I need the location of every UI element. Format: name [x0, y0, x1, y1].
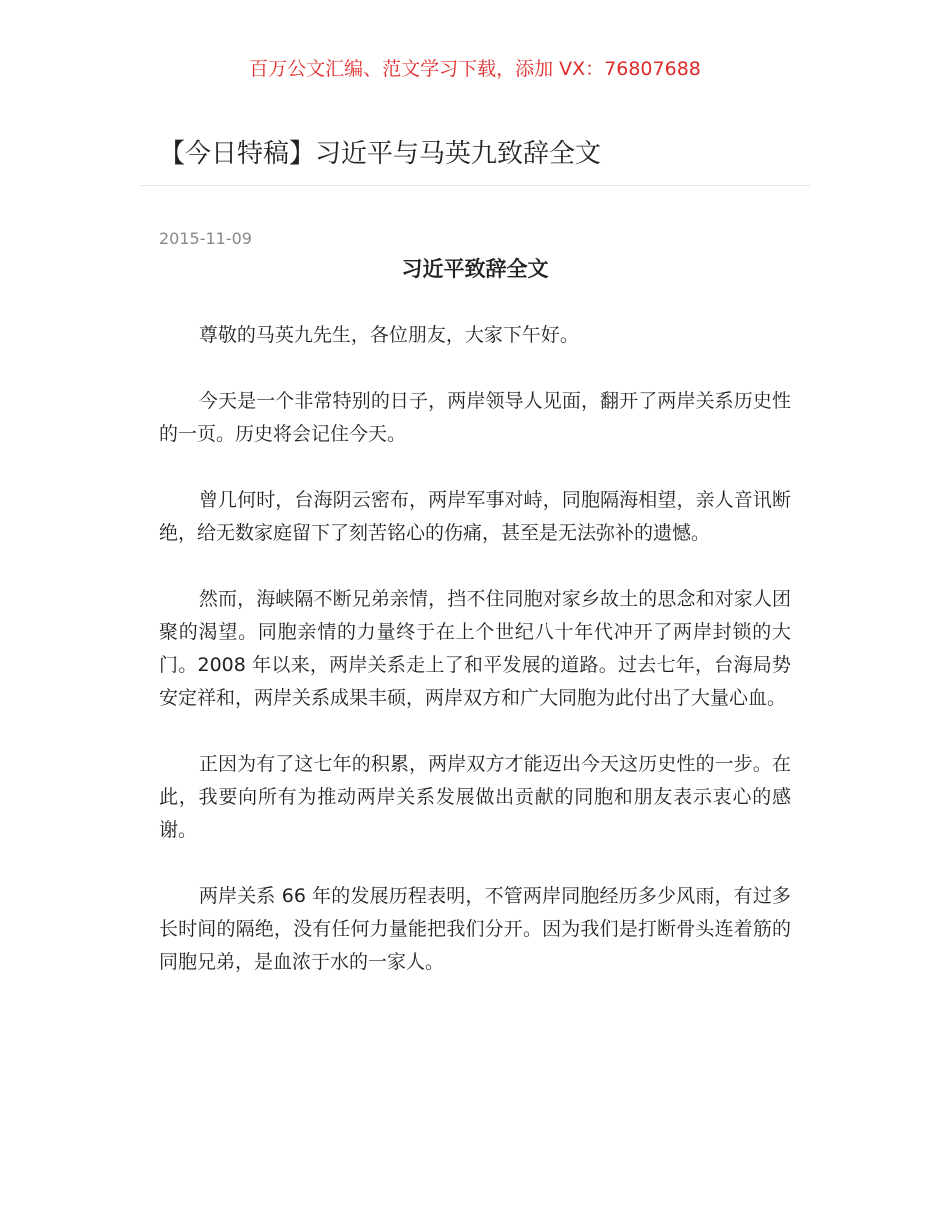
paragraph-1: 尊敬的马英九先生，各位朋友，大家下午好。 — [198, 324, 579, 346]
paragraph-3: 曾几何时，台海阴云密布，两岸军事对峙，同胞隔海相望，亲人音讯断绝，给无数家庭留下了刻苦铭心的伤痛，甚至是无法弥补的遗憾。 — [159, 489, 791, 544]
paragraph-2: 今天是一个非常特别的日子，两岸领导人见面，翻开了两岸关系历史性的一页。历史将会记住今天。 — [159, 390, 791, 445]
page-title: 【今日特稿】习近平与马英九致辞全文 — [159, 139, 602, 169]
article-body — [159, 319, 791, 1012]
section-heading: 习近平致辞全文 — [401, 257, 549, 281]
publish-date: 2015-11-09 — [159, 229, 252, 248]
title-divider — [140, 185, 810, 186]
paragraph-4: 然而，海峡隔不断兄弟亲情，挡不住同胞对家乡故土的思念和对家人团聚的渴望。同胞亲情的力量终于在上个世纪八十年代冲开了两岸封锁的大门。2008 年以来，两岸关系走上了和平发展的道路。过去七年，台海局势安定祥和，两岸关系成果丰硕，两岸双方和广大同胞为此付出了大量心血。 — [159, 588, 791, 709]
paragraph-5: 正因为有了这七年的积累，两岸双方才能迈出今天这历史性的一步。在此，我要向所有为推动两岸关系发展做出贡献的同胞和朋友表示衷心的感谢。 — [159, 753, 791, 841]
promo-banner: 百万公文汇编、范文学习下载，添加 VX：76807688 — [249, 58, 701, 80]
paragraph-6: 两岸关系 66 年的发展历程表明，不管两岸同胞经历多少风雨，有过多长时间的隔绝，没有任何力量能把我们分开。因为我们是打断骨头连着筋的同胞兄弟，是血浓于水的一家人。 — [159, 885, 791, 973]
